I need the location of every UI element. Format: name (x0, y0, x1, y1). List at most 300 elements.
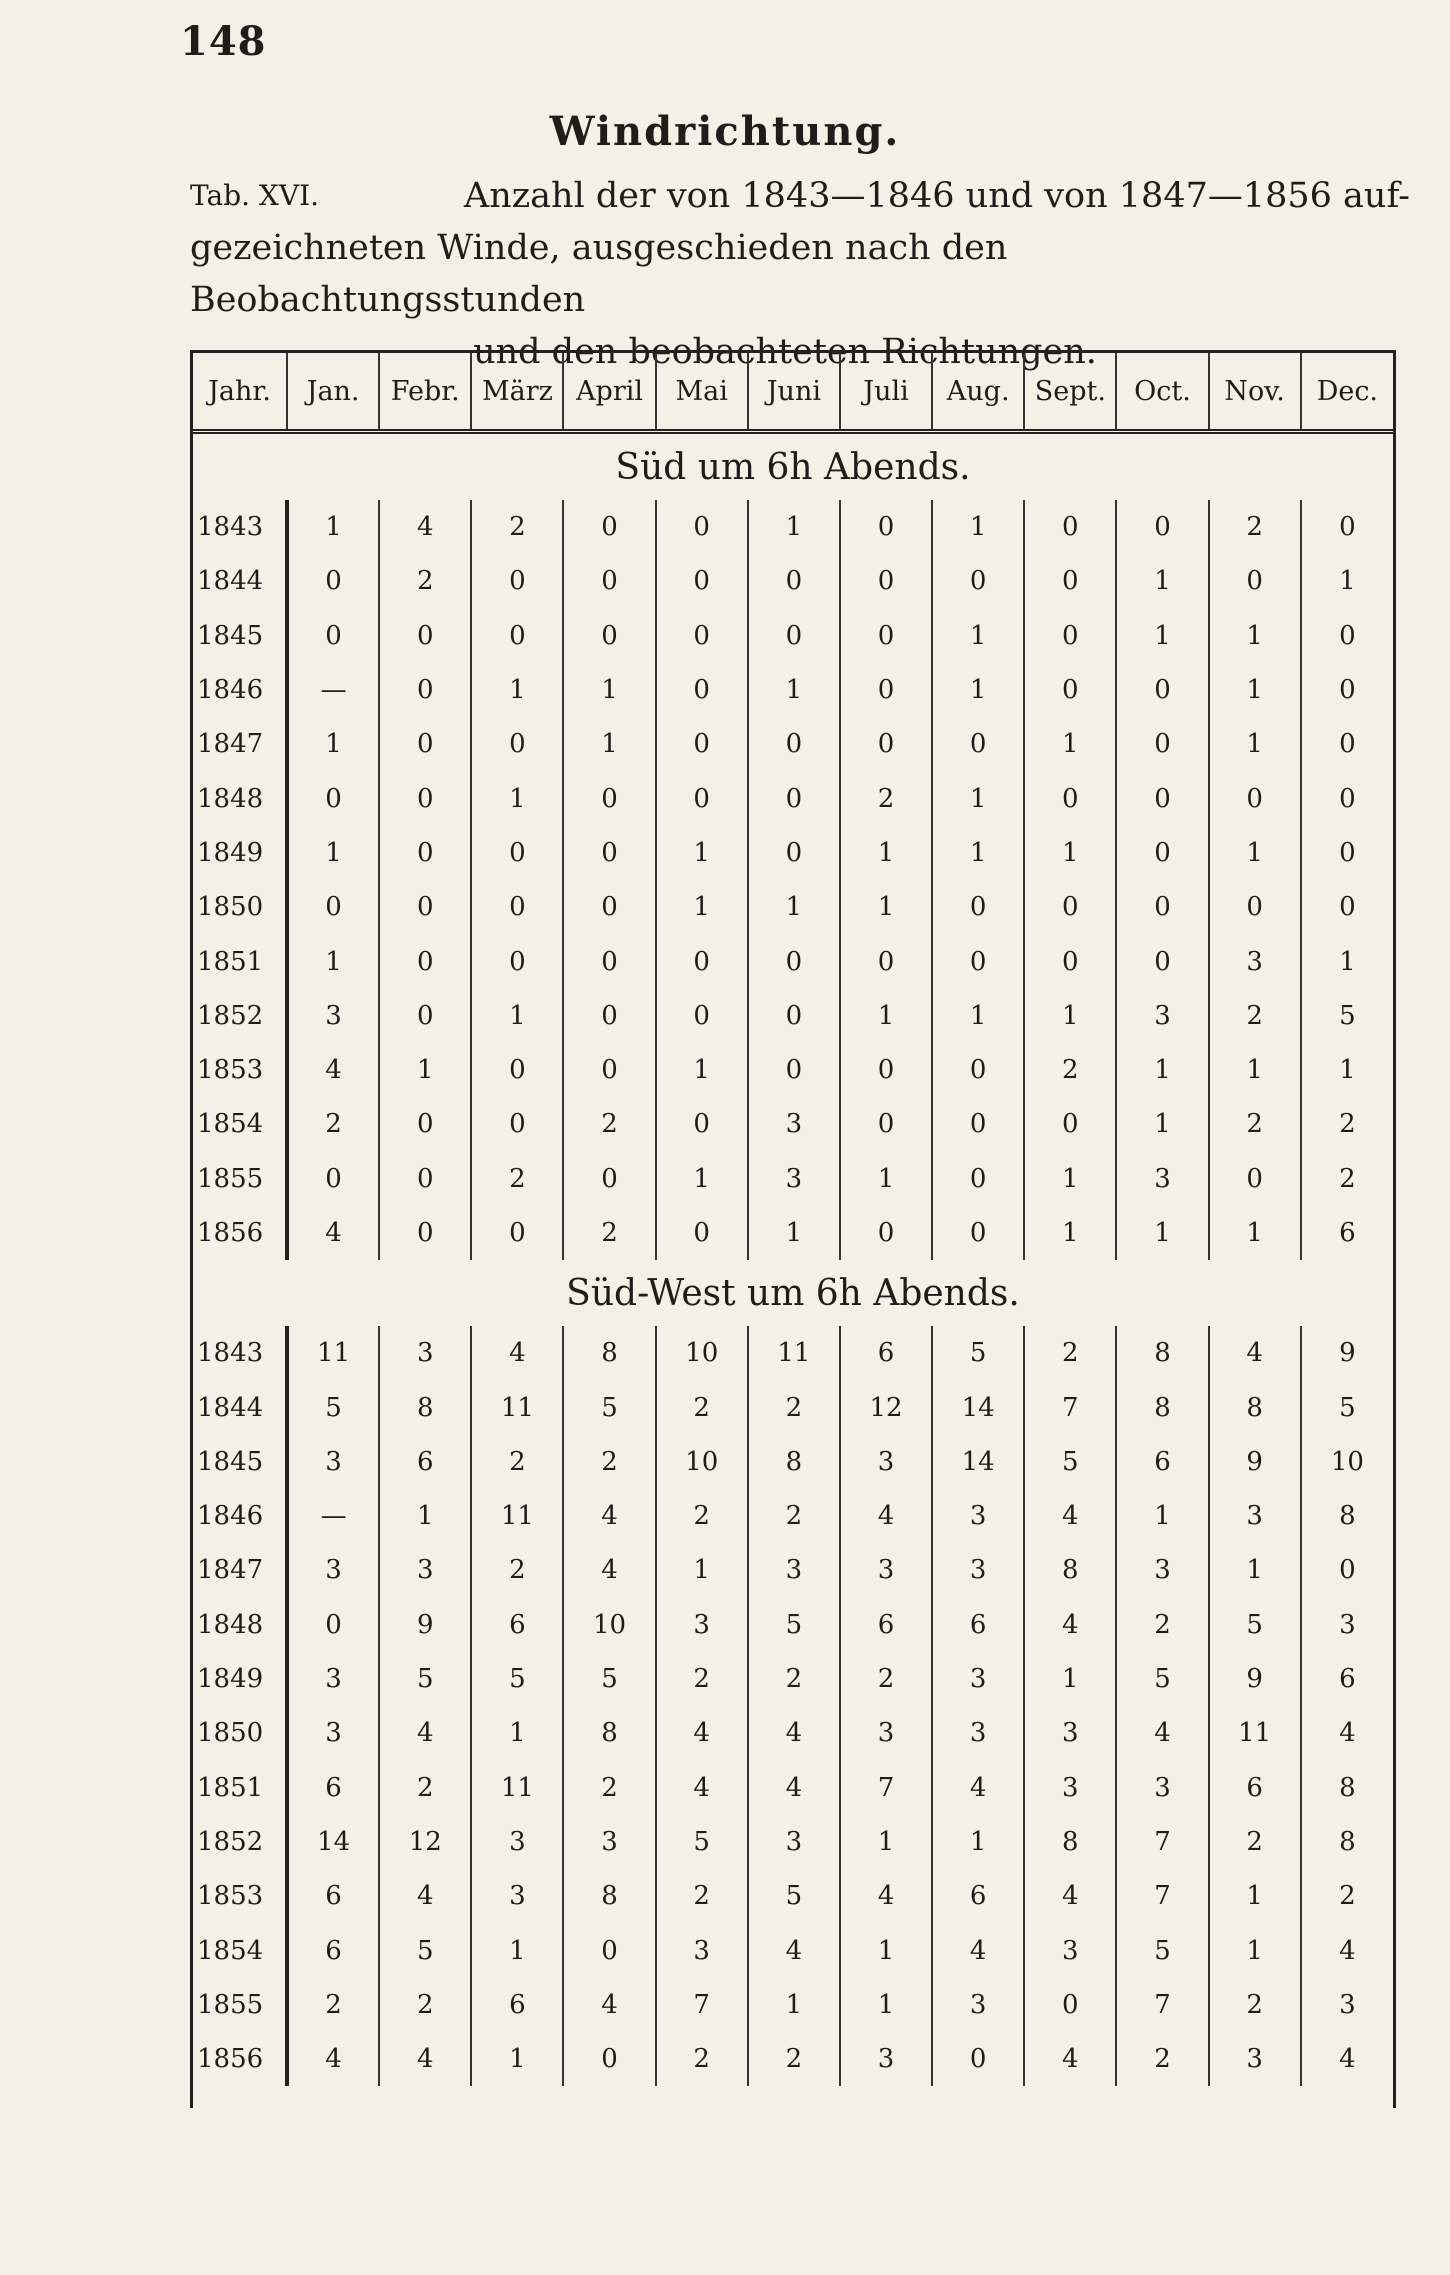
count-cell: 6 (287, 1869, 379, 1923)
count-cell: 3 (287, 1543, 379, 1597)
count-cell: 1 (287, 717, 379, 771)
count-cell: 0 (1024, 771, 1116, 825)
count-cell: 0 (379, 663, 471, 717)
count-cell: 0 (748, 609, 840, 663)
year-cell: 1843 (193, 500, 287, 554)
count-cell: 8 (1024, 1815, 1116, 1869)
count-cell: 8 (563, 1326, 655, 1380)
count-cell: 0 (563, 609, 655, 663)
count-cell: 0 (748, 554, 840, 608)
count-cell: 0 (563, 771, 655, 825)
count-cell: 0 (379, 771, 471, 825)
count-cell: 7 (656, 1978, 748, 2032)
count-cell: 1 (656, 826, 748, 880)
count-cell: — (287, 663, 379, 717)
count-cell: 0 (1339, 675, 1356, 706)
count-cell: 6 (379, 1435, 471, 1489)
count-cell: 8 (563, 1869, 655, 1923)
count-cell: 0 (1339, 892, 1356, 923)
count-cell: 1 (1116, 1097, 1208, 1151)
count-cell: 1 (748, 880, 840, 934)
count-cell: 4 (1024, 2032, 1116, 2086)
count-cell: 2 (656, 2032, 748, 2086)
count-cell: 1 (748, 500, 840, 554)
count-cell: 3 (1024, 1761, 1116, 1815)
year-cell: 1851 (193, 1761, 287, 1815)
count-cell: 2 (1209, 1097, 1301, 1151)
year-cell: 1855 (193, 1978, 287, 2032)
count-cell: 0 (932, 880, 1024, 934)
count-cell: 1 (1116, 554, 1208, 608)
count-cell: 10 (656, 1435, 748, 1489)
count-cell: 12 (840, 1380, 932, 1434)
count-cell: 0 (1024, 1978, 1116, 2032)
count-cell: 2 (471, 1152, 563, 1206)
count-cell: 0 (1116, 880, 1208, 934)
count-cell: 10 (656, 1326, 748, 1380)
page-title: Windrichtung. (549, 108, 901, 155)
count-cell: 3 (840, 1435, 932, 1489)
count-cell: 0 (379, 1152, 471, 1206)
count-cell: 3 (1116, 1543, 1208, 1597)
count-cell: 11 (471, 1380, 563, 1434)
count-cell: 0 (379, 934, 471, 988)
table-row (193, 1543, 1393, 1597)
count-cell: 1 (1024, 717, 1116, 771)
count-cell: 0 (563, 934, 655, 988)
count-cell: 1 (932, 989, 1024, 1043)
count-cell: 2 (656, 1380, 748, 1434)
count-cell: 4 (1209, 1326, 1301, 1380)
count-cell: 0 (656, 554, 748, 608)
table-label: Tab. XVI. (190, 179, 320, 212)
count-cell: 11 (471, 1489, 563, 1543)
year-cell: 1856 (193, 2032, 287, 2086)
count-cell: 2 (748, 1380, 840, 1434)
table-header-row (193, 353, 1393, 432)
count-cell: 0 (656, 1206, 748, 1260)
count-cell: 2 (1209, 989, 1301, 1043)
count-cell: 1 (1116, 1043, 1208, 1097)
count-cell: 0 (379, 609, 471, 663)
count-cell: 3 (287, 989, 379, 1043)
count-cell: 2 (471, 1435, 563, 1489)
table-row (193, 1706, 1393, 1760)
count-cell: 0 (1209, 554, 1301, 608)
count-cell: 0 (1116, 826, 1208, 880)
count-cell: 4 (748, 1761, 840, 1815)
count-cell: 10 (1330, 1446, 1364, 1477)
table-row (193, 1043, 1393, 1097)
count-cell: 1 (656, 1152, 748, 1206)
count-cell: 3 (1116, 1152, 1208, 1206)
count-cell: 3 (287, 1435, 379, 1489)
count-cell: 2 (1209, 1815, 1301, 1869)
count-cell: 1 (748, 663, 840, 717)
count-cell: 5 (379, 1923, 471, 1977)
count-cell: 1 (932, 500, 1024, 554)
table-row (193, 1923, 1393, 1977)
count-cell: 5 (1116, 1652, 1208, 1706)
count-cell: 0 (1024, 609, 1116, 663)
count-cell: 9 (1209, 1435, 1301, 1489)
count-cell: 0 (471, 1206, 563, 1260)
count-cell: 0 (287, 554, 379, 608)
count-cell: 1 (1339, 946, 1356, 977)
count-cell: 9 (379, 1598, 471, 1652)
count-cell: 0 (471, 880, 563, 934)
table-row (193, 934, 1393, 988)
count-cell: 2 (748, 2032, 840, 2086)
count-cell: 4 (379, 1869, 471, 1923)
count-cell: 6 (1116, 1435, 1208, 1489)
count-cell: 1 (1209, 609, 1301, 663)
count-cell: 5 (471, 1652, 563, 1706)
count-cell: 3 (748, 1815, 840, 1869)
column-header-month: April (563, 353, 655, 432)
year-cell: 1847 (193, 717, 287, 771)
count-cell: 2 (287, 1978, 379, 2032)
caption-line-3: und den beobachteten Richtungen. (473, 332, 1097, 372)
count-cell: 1 (1024, 989, 1116, 1043)
count-cell: 2 (471, 1543, 563, 1597)
count-cell: 5 (563, 1380, 655, 1434)
year-cell: 1850 (193, 880, 287, 934)
count-cell: 6 (1209, 1761, 1301, 1815)
year-cell: 1843 (193, 1326, 287, 1380)
count-cell: 5 (932, 1326, 1024, 1380)
count-cell: 4 (287, 2032, 379, 2086)
table-row (193, 1326, 1393, 1380)
year-cell: 1844 (193, 554, 287, 608)
count-cell: 0 (471, 934, 563, 988)
count-cell: 8 (1339, 1501, 1356, 1532)
count-cell: 5 (563, 1652, 655, 1706)
count-cell: 0 (1024, 500, 1116, 554)
table-row (193, 2032, 1393, 2086)
count-cell: 2 (563, 1435, 655, 1489)
count-cell: 0 (1116, 500, 1208, 554)
count-cell: 1 (1209, 663, 1301, 717)
table-row (193, 1152, 1393, 1206)
year-cell: 1845 (193, 1435, 287, 1489)
count-cell: 9 (1339, 1338, 1356, 1369)
count-cell: 3 (471, 1815, 563, 1869)
count-cell: 4 (379, 2032, 471, 2086)
count-cell: 6 (840, 1598, 932, 1652)
year-cell: 1849 (193, 1652, 287, 1706)
count-cell: 1 (287, 934, 379, 988)
count-cell: 0 (379, 717, 471, 771)
count-cell: 3 (471, 1869, 563, 1923)
count-cell: 1 (840, 1923, 932, 1977)
count-cell: 4 (840, 1869, 932, 1923)
count-cell: 8 (379, 1380, 471, 1434)
count-cell: 1 (932, 609, 1024, 663)
count-cell: 3 (932, 1489, 1024, 1543)
count-cell: 12 (379, 1815, 471, 1869)
count-cell: 1 (840, 1815, 932, 1869)
count-cell: 1 (287, 826, 379, 880)
count-cell: 3 (932, 1652, 1024, 1706)
table-row (193, 554, 1393, 608)
count-cell: 0 (563, 1152, 655, 1206)
count-cell: 0 (1024, 1097, 1116, 1151)
count-cell: 1 (656, 880, 748, 934)
count-cell: 2 (379, 1978, 471, 2032)
table-row (193, 1097, 1393, 1151)
count-cell: 2 (1116, 1598, 1208, 1652)
count-cell: 0 (1024, 934, 1116, 988)
count-cell: 0 (656, 771, 748, 825)
count-cell: 0 (932, 554, 1024, 608)
count-cell: 0 (932, 1206, 1024, 1260)
count-cell: 4 (932, 1761, 1024, 1815)
count-cell: 1 (471, 663, 563, 717)
year-cell: 1850 (193, 1706, 287, 1760)
count-cell: 0 (748, 934, 840, 988)
count-cell: 0 (563, 880, 655, 934)
count-cell: 5 (656, 1815, 748, 1869)
count-cell: 6 (840, 1326, 932, 1380)
table-row (193, 1815, 1393, 1869)
count-cell: 1 (471, 1923, 563, 1977)
count-cell: 2 (656, 1652, 748, 1706)
count-cell: 4 (1024, 1489, 1116, 1543)
count-cell: 4 (1339, 1718, 1356, 1749)
count-cell: 4 (748, 1923, 840, 1977)
section-heading: Süd-West um 6h Abends. (566, 1272, 1020, 1314)
count-cell: 4 (471, 1326, 563, 1380)
count-cell: 4 (287, 1043, 379, 1097)
count-cell: 3 (1024, 1923, 1116, 1977)
year-cell: 1854 (193, 1097, 287, 1151)
count-cell: 0 (656, 1097, 748, 1151)
count-cell: 1 (1116, 1489, 1208, 1543)
count-cell: 14 (932, 1380, 1024, 1434)
year-cell: 1853 (193, 1043, 287, 1097)
count-cell: 0 (1116, 717, 1208, 771)
count-cell: 2 (1339, 1163, 1356, 1194)
section-heading-row (193, 1260, 1393, 1326)
count-cell: 5 (1024, 1435, 1116, 1489)
count-cell: 1 (1339, 1055, 1356, 1086)
table-row (193, 1206, 1393, 1260)
count-cell: 0 (656, 717, 748, 771)
count-cell: 0 (563, 1923, 655, 1977)
year-cell: 1853 (193, 1869, 287, 1923)
count-cell: 0 (563, 989, 655, 1043)
count-cell: 3 (1209, 2032, 1301, 2086)
count-cell: 0 (932, 1152, 1024, 1206)
count-cell: 7 (1116, 1978, 1208, 2032)
count-cell: 11 (1209, 1706, 1301, 1760)
count-cell: 3 (748, 1152, 840, 1206)
count-cell: 4 (1024, 1598, 1116, 1652)
count-cell: 1 (471, 989, 563, 1043)
count-cell: 0 (656, 663, 748, 717)
count-cell: 0 (1339, 512, 1356, 543)
count-cell: 0 (932, 1097, 1024, 1151)
count-cell: 2 (471, 500, 563, 554)
count-cell: 3 (563, 1815, 655, 1869)
column-header-month: Oct. (1116, 353, 1208, 432)
count-cell: 2 (379, 1761, 471, 1815)
table-row (193, 1489, 1393, 1543)
count-cell: 3 (840, 2032, 932, 2086)
count-cell: 2 (1024, 1326, 1116, 1380)
column-header-month: Dec. (1301, 353, 1393, 432)
count-cell: 1 (1024, 1206, 1116, 1260)
count-cell: 1 (1024, 1652, 1116, 1706)
column-header-month: Mai (656, 353, 748, 432)
count-cell: 0 (1339, 620, 1356, 651)
column-header-month: Juni (748, 353, 840, 432)
count-cell: 3 (287, 1706, 379, 1760)
count-cell: 0 (287, 1152, 379, 1206)
year-cell: 1848 (193, 771, 287, 825)
count-cell: 0 (471, 826, 563, 880)
count-cell: 2 (563, 1761, 655, 1815)
count-cell: 0 (840, 1206, 932, 1260)
count-cell: 3 (932, 1978, 1024, 2032)
count-cell: 3 (1209, 1489, 1301, 1543)
count-cell: 6 (471, 1978, 563, 2032)
count-cell: 0 (656, 609, 748, 663)
year-cell: 1849 (193, 826, 287, 880)
count-cell: 3 (932, 1543, 1024, 1597)
count-cell: 4 (379, 500, 471, 554)
count-cell: 0 (471, 1097, 563, 1151)
caption-line-2: gezeichneten Winde, ausgeschieden nach den Beobachtungsstunden (190, 228, 1008, 320)
column-header-month: Jan. (287, 353, 379, 432)
count-cell: 7 (1116, 1869, 1208, 1923)
count-cell: 6 (932, 1598, 1024, 1652)
count-cell: 0 (287, 771, 379, 825)
count-cell: 0 (656, 989, 748, 1043)
count-cell: 0 (840, 934, 932, 988)
count-cell: 5 (287, 1380, 379, 1434)
count-cell: 6 (1339, 1218, 1356, 1248)
count-cell: 0 (1339, 837, 1356, 868)
count-cell: 4 (563, 1489, 655, 1543)
caption-line-1: Anzahl der von 1843—1846 und von 1847—1856 auf- (463, 176, 1410, 216)
count-cell: 0 (1024, 663, 1116, 717)
count-cell: 1 (471, 2032, 563, 2086)
count-cell: 1 (840, 880, 932, 934)
count-cell: 5 (379, 1652, 471, 1706)
count-cell: 2 (840, 1652, 932, 1706)
year-cell: 1844 (193, 1380, 287, 1434)
count-cell: 0 (1116, 934, 1208, 988)
count-cell: 3 (932, 1706, 1024, 1760)
column-header-month: Sept. (1024, 353, 1116, 432)
count-cell: 11 (287, 1326, 379, 1380)
count-cell: 3 (379, 1326, 471, 1380)
count-cell: 0 (379, 1097, 471, 1151)
count-cell: 5 (1209, 1598, 1301, 1652)
count-cell: 14 (287, 1815, 379, 1869)
count-cell: 1 (656, 1043, 748, 1097)
count-cell: 4 (656, 1761, 748, 1815)
count-cell: 1 (840, 1152, 932, 1206)
count-cell: 0 (563, 500, 655, 554)
count-cell: 0 (840, 1097, 932, 1151)
year-cell: 1851 (193, 934, 287, 988)
count-cell: 0 (840, 554, 932, 608)
count-cell: 1 (932, 771, 1024, 825)
count-cell: 1 (1209, 1206, 1301, 1260)
column-header-month: Juli (840, 353, 932, 432)
count-cell: 1 (1024, 1152, 1116, 1206)
count-cell: 8 (1209, 1380, 1301, 1434)
count-cell: 3 (1024, 1706, 1116, 1760)
count-cell: 0 (748, 1043, 840, 1097)
count-cell: 1 (471, 771, 563, 825)
count-cell: 0 (287, 609, 379, 663)
count-cell: 0 (1116, 771, 1208, 825)
count-cell: 7 (1116, 1815, 1208, 1869)
count-cell: 2 (656, 1869, 748, 1923)
count-cell: 6 (287, 1761, 379, 1815)
count-cell: 1 (287, 500, 379, 554)
count-cell: 1 (1209, 717, 1301, 771)
count-cell: 2 (840, 771, 932, 825)
count-cell: 3 (748, 1097, 840, 1151)
count-cell: 0 (1209, 771, 1301, 825)
count-cell: 1 (932, 1815, 1024, 1869)
section-heading-row (193, 432, 1393, 501)
count-cell: 0 (563, 2032, 655, 2086)
count-cell: 0 (840, 663, 932, 717)
count-cell: 2 (287, 1097, 379, 1151)
count-cell: 1 (932, 663, 1024, 717)
count-cell: 2 (1209, 500, 1301, 554)
table-row (193, 1598, 1393, 1652)
count-cell: 4 (932, 1923, 1024, 1977)
count-cell: 0 (287, 880, 379, 934)
table-row (193, 1978, 1393, 2032)
count-cell: 3 (840, 1706, 932, 1760)
year-cell: 1855 (193, 1152, 287, 1206)
count-cell: 8 (1116, 1326, 1208, 1380)
count-cell: 1 (748, 1978, 840, 2032)
count-cell: 2 (1339, 1881, 1356, 1912)
count-cell: 3 (840, 1543, 932, 1597)
count-cell: 0 (748, 989, 840, 1043)
count-cell: 5 (1339, 1000, 1356, 1031)
count-cell: 0 (1339, 1555, 1356, 1586)
count-cell: 0 (656, 934, 748, 988)
count-cell: 1 (379, 1043, 471, 1097)
count-cell: 1 (840, 989, 932, 1043)
count-cell: 4 (287, 1206, 379, 1260)
count-cell: 2 (656, 1489, 748, 1543)
count-cell: 6 (287, 1923, 379, 1977)
table-row (193, 880, 1393, 934)
table-row (193, 1761, 1393, 1815)
count-cell: 0 (656, 500, 748, 554)
count-cell: 5 (748, 1598, 840, 1652)
count-cell: 8 (748, 1435, 840, 1489)
table-row (193, 1380, 1393, 1434)
count-cell: 0 (840, 1043, 932, 1097)
count-cell: 8 (563, 1706, 655, 1760)
column-header-month: März (471, 353, 563, 432)
count-cell: 0 (379, 989, 471, 1043)
count-cell: 1 (471, 1706, 563, 1760)
table-row (193, 663, 1393, 717)
